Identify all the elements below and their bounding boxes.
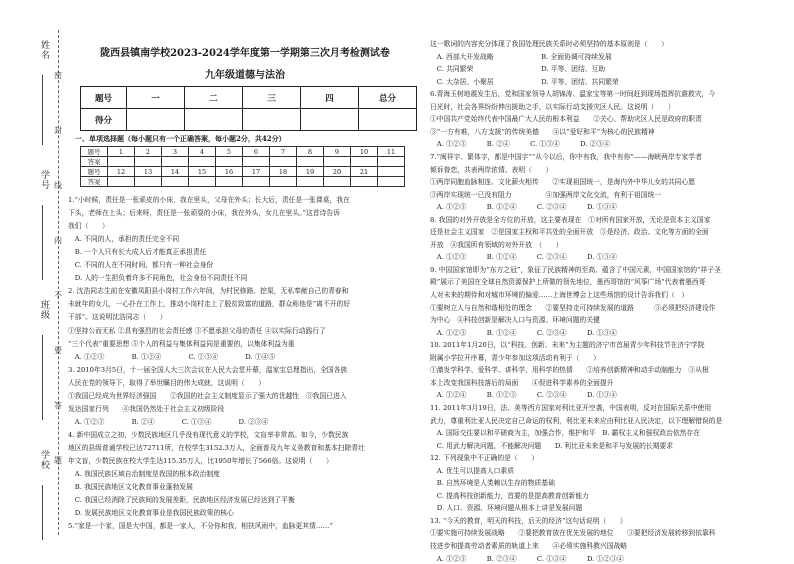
answer-label-cell: 答案 xyxy=(81,177,108,187)
answer-input-cell[interactable] xyxy=(216,157,243,167)
question-line: 年文盲，少数民族在校大学生达115.35万人，比1950年增长了566倍。这说明（ ） xyxy=(68,457,333,465)
score-table-row xyxy=(81,109,417,131)
answer-input-cell[interactable] xyxy=(324,157,351,167)
section-heading: 一、单项选择题（每小题只有一个正确答案，每小题2分，共42分） xyxy=(75,134,286,143)
name-line xyxy=(42,75,43,145)
answer-header-cell: 10 xyxy=(351,147,378,157)
answer-table xyxy=(80,146,405,187)
answer-header-cell: 15 xyxy=(189,167,216,177)
answer-header-cell: 5 xyxy=(216,147,243,157)
score-input-cell[interactable] xyxy=(301,109,359,131)
question-line: 未就年的女儿，一心扑在工作上，推动小岗村走上了脱贫致富的道路，群众称他是“离不开的好 xyxy=(68,300,351,309)
question-line: A. ①②③ B. ①②④ C. ②③④ D. ①③④ xyxy=(430,203,617,212)
question-line: A. ①②③ B. ②④ C. ①③④ D. ②③④ xyxy=(430,140,611,149)
score-table-row xyxy=(81,87,417,109)
question-line: A. 优生可以提高人口素质 xyxy=(430,466,514,475)
answer-header-cell: 6 xyxy=(243,147,270,157)
seal-char: 密 xyxy=(54,71,62,80)
exam-subtitle: 九年级道德与法治 xyxy=(205,70,285,81)
question-line: A. 我国民族区域自治制度是我国的根本政治制度 xyxy=(68,470,220,479)
question-line: ①要树立人与自然和谐相处的理念 ②要坚持走可持续发展的道路 ③必须把经济建设作 xyxy=(430,303,716,312)
question-line: 发达国家行列 ④我国仍然处于社会主义初级阶段 xyxy=(68,404,225,413)
answer-input-cell[interactable] xyxy=(189,157,216,167)
answer-empty-cell xyxy=(378,177,405,187)
question-line: D. 人的一生担负着许多不同角色，社会身份不同责任不同 xyxy=(68,274,248,283)
id-line xyxy=(42,205,43,280)
question-line: ①要实施可持续发展战略 ②要把教育放在优先发展的地位 ③要把经济发展转移到依靠科 xyxy=(430,529,716,538)
question-line: A. ①②④ B. ①②③ C. ②③④ D. ①③④ xyxy=(430,391,617,400)
question-line: A. 西部大开发战略 B. 全面协调可持续发展 xyxy=(430,52,612,61)
question-line: A. ①②③ B. ②③④ C. ①③④ D. ①②③④ xyxy=(430,554,624,563)
seal-char: 题 xyxy=(54,456,62,465)
answer-header-cell: 19 xyxy=(297,167,324,177)
answer-header-cell: 13 xyxy=(135,167,162,177)
seal-char: 封 xyxy=(54,126,62,135)
answer-header-cell: 11 xyxy=(378,147,405,157)
exam-title: 陇西县镇南学校2023-2024学年度第一学期第三次月考检测试卷 xyxy=(100,48,390,59)
question-line: 13. “今天的教育，明天的科技，后天的经济”这句话说明（ ） xyxy=(430,516,627,525)
answer-input-cell[interactable] xyxy=(189,177,216,187)
question-line: ①两岸同胞血脉相连、文化薪火相传 ②实现祖国统一，是海内外中华儿女的共同心愿 xyxy=(430,178,696,187)
question-line: C. 不同的人在不同时间，都只有一种社会身份 xyxy=(68,261,214,270)
question-line: 2. 沈浩同志生前在安徽凤阳县小岗村工作六年间，为村民修路、挖渠，无私奉献自己的青春和 xyxy=(68,287,349,296)
question-line: A. ①②③ B. ②④ C. ①③④ D. ②③④ xyxy=(68,417,269,426)
score-input-cell[interactable] xyxy=(185,109,243,131)
answer-input-cell[interactable] xyxy=(270,157,297,167)
answer-table-row xyxy=(81,167,405,177)
question-line: A. 不同的人，承担的责任完全不同 xyxy=(68,235,180,244)
answer-header-cell: 21 xyxy=(351,167,378,177)
answer-header-cell: 14 xyxy=(162,167,189,177)
question-line: A. ①②③ B. ①②④ C. ②③④ D. ①③④ xyxy=(430,328,617,337)
question-line: C. 我国已经消除了民族间的发展差距，民族地区经济发展已经达到了平衡 xyxy=(68,496,295,505)
id-label: 学号 xyxy=(39,170,49,190)
answer-input-cell[interactable] xyxy=(135,157,162,167)
score-header-cell: 三 xyxy=(243,87,301,109)
question-line: A. ①②③ B. ①②④ C. ①③④ D. ①④⑤ xyxy=(68,352,276,361)
question-line: 4. 新中国成立之初，少数民族地区几乎没有现代意义的学校，文盲率非常高。如今，少数民族 xyxy=(68,430,349,439)
class-line xyxy=(42,335,43,420)
question-line: 下头，老师在上头；后来呀，责任是一张顽耍的小床，我在外头，女儿在里头。”这首诗告诉 xyxy=(68,209,340,218)
answer-header-cell: 1 xyxy=(108,147,135,157)
question-line: 6.青海玉树地震发生后，党和国家领导人胡锦涛、温家宝等第一时间赶到现场指挥抗震救灾，今 xyxy=(430,90,716,99)
answer-header-cell: 7 xyxy=(270,147,297,157)
question-line: D. 人口、资源、环境问题从根本上讲是发展问题 xyxy=(430,504,583,513)
answer-table-row xyxy=(81,157,405,167)
answer-input-cell[interactable] xyxy=(351,157,378,167)
score-label-cell: 得分 xyxy=(81,109,127,131)
school-label: 学校 xyxy=(39,450,49,470)
question-line: 5.“家是一个家，国是大中国，都是一家人，不分你和我，相扶风雨中，血脉更其情……” xyxy=(68,522,333,531)
question-line: C. 提高科技创新能力，首要的是提高教育创新能力 xyxy=(430,491,589,500)
question-line: C. 大杂居、小聚居 D. 平等、团结、共同繁荣 xyxy=(430,77,619,86)
answer-input-cell[interactable] xyxy=(243,157,270,167)
question-line: “三个代表”重要思想 ⑤个人的利益与集体利益同是重要的，以集体利益为重 xyxy=(68,339,295,348)
question-line: ①坚持公而无私 ②具有强烈的社会责任感 ③不愿承担父母的责任 ④以实际行动践行了 xyxy=(68,326,326,335)
question-line: C. 共同繁荣 D. 平等、团结、互助 xyxy=(430,65,606,74)
question-line: B. 一个人只有长大成人后才能真正承担责任 xyxy=(68,248,207,257)
answer-header-cell: 17 xyxy=(243,167,270,177)
score-header-cell: 一 xyxy=(127,87,185,109)
school-line xyxy=(42,485,43,540)
answer-input-cell[interactable] xyxy=(162,177,189,187)
binding-margin xyxy=(20,30,75,540)
answer-input-cell[interactable] xyxy=(216,177,243,187)
answer-header-cell: 题号 xyxy=(81,147,108,157)
question-line: ③“一方有难，八方支援”的传统美德 ④以“爱好和平”为核心的民族精神 xyxy=(430,127,655,136)
question-line: 地区的县级普通学校已达72711所，在校学生3152.3万人，全面普及九年义务教育和基本扫除青壮 xyxy=(68,443,365,452)
question-line: 人民在党的领导下，取得了举世瞩目的伟大成就，这说明（ ） xyxy=(68,378,266,387)
answer-label-cell: 答案 xyxy=(81,157,108,167)
answer-header-cell: 20 xyxy=(324,167,351,177)
answer-input-cell[interactable] xyxy=(108,157,135,167)
answer-input-cell[interactable] xyxy=(297,157,324,167)
question-line: A. ①②③ B. ①②④ C. ②③④ D. ①③④ xyxy=(430,253,617,262)
question-line: 武力，尊重利比亚人民决定自己命运的权利，利比亚未来应由利比亚人民决定，以下理解错误的是 xyxy=(430,416,723,425)
seal-char: 要 xyxy=(54,346,62,355)
score-input-cell[interactable] xyxy=(243,109,301,131)
answer-input-cell[interactable] xyxy=(162,157,189,167)
question-line: 1.“小时候，责任是一张顽皮的小床，我在里头，父母在外头；长大后，责任是一张课桌，我在 xyxy=(68,196,350,204)
question-line: ①中国共产党始终代表中国最广大人民的根本利益 ②关心、帮助灾区人民是政府的职责 xyxy=(430,115,702,124)
question-line: B. 自然环境是人类赖以生存的物质基础 xyxy=(430,479,555,488)
answer-header-cell: 18 xyxy=(270,167,297,177)
question-line: 为中心 ④科技创新是解决人口与资源、环境问题的关键 xyxy=(430,316,600,325)
answer-input-cell[interactable] xyxy=(135,177,162,187)
seal-char: 答 xyxy=(54,401,62,410)
answer-table-row xyxy=(81,177,405,187)
answer-header-cell: 4 xyxy=(189,147,216,157)
answer-table-row xyxy=(81,147,405,157)
question-line: 我们（ ） xyxy=(68,222,109,231)
question-line: 人对未来的期待和对城市环境的偏爱……上海世博会上这些场馆的设计告诉我们（ ） xyxy=(430,291,689,299)
answer-input-cell[interactable] xyxy=(243,177,270,187)
score-header-cell: 题号 xyxy=(81,87,127,109)
score-header-cell: 二 xyxy=(185,87,243,109)
answer-header-cell: 3 xyxy=(162,147,189,157)
answer-input-cell[interactable] xyxy=(351,177,378,187)
answer-input-cell[interactable] xyxy=(108,177,135,187)
answer-header-cell: 2 xyxy=(135,147,162,157)
answer-header-cell: 16 xyxy=(216,167,243,177)
question-line: 附属小学拉开序幕，青少年参加这项活动有利于（ ） xyxy=(430,353,600,362)
answer-empty-cell xyxy=(378,167,405,177)
question-line: 开放 ④我国所有领域的对外开放 （ ） xyxy=(430,240,563,249)
question-line: B. 我国民族地区文化教育事业蓬勃发展 xyxy=(68,483,193,492)
question-line: 日光时，社会各界纷纷伸出援助之手，以实际行动支援灾区人民。这说明（ ） xyxy=(430,102,675,111)
score-header-cell: 四 xyxy=(301,87,359,109)
question-line: A. 国际交往要以和平磋商为主，加强合作，维护和平 B. 霸权主义和强权政治依然存在 xyxy=(430,429,701,438)
question-line: 9. 中国国家馆即为“东方之冠”，象征了民族精神的至高、蕴含了中国元素，中国国家馆的“祥子圣 xyxy=(430,265,721,274)
question-line: 11. 2011年3月19日，法、美等西方国家对利比亚开空袭，中国表明，反对在国际关系中使用 xyxy=(430,403,712,412)
question-line: ③两岸实现统一已没有阻力 ④加强两岸文化交流，有利于祖国统一 xyxy=(430,190,662,199)
question-line: 7.“闽祥宇、繁体字，都是中国字”“从今以后，你中有我，我中有你”——海峡两岸专家学者 xyxy=(430,152,702,161)
question-line: 8. 我国的对外开放是全方位的开放，这主要表现在 ①对所有国家开放，无论是资本主义国家 xyxy=(430,215,711,224)
question-line: 3. 2010年3月5日，十一届全国人大三次会议在人民大会堂开幕，温家宝总理指出，全国各族 xyxy=(68,365,348,374)
class-label: 班级 xyxy=(39,300,49,320)
answer-header-cell: 题号 xyxy=(81,167,108,177)
name-label: 姓名 xyxy=(39,40,49,60)
seal-char: 线 xyxy=(54,181,62,190)
question-line: 还是社会主义国家 ②是国家主权和平共处的全面开放 ③是经济、政治、文化等方面的全面 xyxy=(430,228,709,237)
answer-input-cell[interactable] xyxy=(324,177,351,187)
answer-header-cell: 8 xyxy=(297,147,324,157)
score-input-cell[interactable] xyxy=(127,109,185,131)
question-line: D. 发展民族地区文化教育事业是我国民族政策的核心 xyxy=(68,509,234,518)
answer-header-cell: 9 xyxy=(324,147,351,157)
question-line: 倾诉眷恋，共表两岸浓情。表明（ ） xyxy=(430,165,553,174)
seal-char: 内 xyxy=(54,236,62,245)
score-input-cell[interactable] xyxy=(359,109,417,131)
answer-input-cell[interactable] xyxy=(270,177,297,187)
answer-input-cell[interactable] xyxy=(297,177,324,187)
question-line: 技进步和提高劳动者素质的轨道上来 ④必须实施科教兴国战略 xyxy=(430,542,628,550)
question-line: C. 用武力解决问题，不能解决问题 D. 利比亚未来是和平与发展的长期要求 xyxy=(430,441,674,450)
question-line: 这一歌词的内容充分体现了我国处理民族关系时必须坚持的基本原则是（ ） xyxy=(430,40,668,48)
question-line: ①我国已经成为世界经济强国 ②我国的社会主义制度显示了强大的优越性 ③我国已进入 xyxy=(68,391,347,400)
question-line: 12. 下列现象中不正确的是（ ） xyxy=(430,454,539,463)
question-line: 本上改变我国科技落后的局面 ④促进科学素养的全面提升 xyxy=(430,378,614,387)
score-header-cell: 总分 xyxy=(359,87,417,109)
answer-input-cell[interactable] xyxy=(378,157,405,167)
question-line: 殿”展示了美国在全球自然资源保护上所做的领先地位，墨西哥馆的“风筝广场”代表着墨西哥 xyxy=(430,278,706,287)
seal-char: 不 xyxy=(54,291,62,300)
score-table xyxy=(80,86,417,131)
question-line: ①激发学科学、爱科学、讲科学、用科学的热情 ②培养创新精神和动手动脑能力 ③从根 xyxy=(430,366,709,375)
answer-header-cell: 12 xyxy=(108,167,135,177)
question-line: 干部”。这说明沈浩同志（ ） xyxy=(68,313,167,322)
question-line: 10. 2011年1月20日，以“科技、创新、未来”为主题的济宁市首届青少年科技节在济宁学院 xyxy=(430,341,705,350)
